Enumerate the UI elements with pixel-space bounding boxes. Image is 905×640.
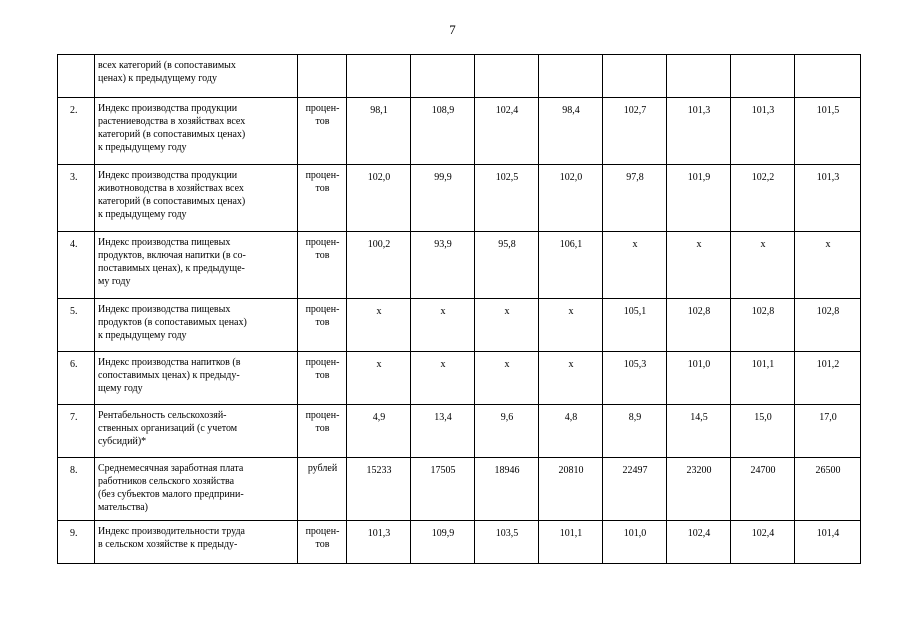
table-row xyxy=(58,98,861,165)
description-line: растениеводства в хозяйствах всех xyxy=(98,116,246,127)
value-cell: 102,8 xyxy=(667,299,731,352)
unit-line: процен- xyxy=(305,410,340,421)
description-line: мательства) xyxy=(98,502,148,513)
unit-line: процен- xyxy=(305,357,340,368)
value-cell: 8,9 xyxy=(603,405,667,458)
description-line: Индекс производства пищевых xyxy=(98,237,231,248)
value-cell: x xyxy=(475,299,539,352)
value-cell: 101,3 xyxy=(731,98,795,165)
unit-line: процен- xyxy=(305,304,340,315)
value-cell: x xyxy=(603,232,667,299)
description-line: ценах) к предыдущему году xyxy=(98,73,217,84)
indicator-description xyxy=(95,521,298,564)
description-line: категорий (в сопоставимых ценах) xyxy=(98,129,246,140)
row-number xyxy=(58,55,95,98)
unit-cell xyxy=(298,98,347,165)
value-cell: 13,4 xyxy=(411,405,475,458)
value-cell: 102,0 xyxy=(347,165,411,232)
value-cell: 17,0 xyxy=(795,405,861,458)
value-cell: 4,9 xyxy=(347,405,411,458)
value-cell: 102,8 xyxy=(731,299,795,352)
description-line: сопоставимых ценах) к предыду- xyxy=(98,370,240,381)
value-cell: 24700 xyxy=(731,458,795,521)
value-cell: 4,8 xyxy=(539,405,603,458)
row-number: 7. xyxy=(58,405,95,458)
unit-cell xyxy=(298,352,347,405)
table-row xyxy=(58,55,861,98)
table-row xyxy=(58,232,861,299)
value-cell: 102,5 xyxy=(475,165,539,232)
description-line: продуктов (в сопоставимых ценах) xyxy=(98,317,247,328)
description-line: продуктов, включая напитки (в со- xyxy=(98,250,246,261)
value-cell: x xyxy=(667,232,731,299)
value-cell: x xyxy=(347,352,411,405)
value-cell: 14,5 xyxy=(667,405,731,458)
table-row xyxy=(58,299,861,352)
value-cell: x xyxy=(475,352,539,405)
indicator-description xyxy=(95,165,298,232)
unit-line: тов xyxy=(315,250,330,261)
description-line: Рентабельность сельскохозяй- xyxy=(98,410,227,421)
value-cell: x xyxy=(731,232,795,299)
value-cell: 101,1 xyxy=(731,352,795,405)
row-number: 6. xyxy=(58,352,95,405)
value-cell xyxy=(795,55,861,98)
description-line: му году xyxy=(98,276,131,287)
description-line: к предыдущему году xyxy=(98,142,187,153)
table-row xyxy=(58,521,861,564)
unit-line: процен- xyxy=(305,103,340,114)
value-cell: x xyxy=(539,352,603,405)
description-line: категорий (в сопоставимых ценах) xyxy=(98,196,246,207)
row-number: 2. xyxy=(58,98,95,165)
value-cell: 103,5 xyxy=(475,521,539,564)
unit-line: тов xyxy=(315,116,330,127)
value-cell xyxy=(731,55,795,98)
value-cell: 98,1 xyxy=(347,98,411,165)
value-cell: 15,0 xyxy=(731,405,795,458)
value-cell: 101,3 xyxy=(667,98,731,165)
unit-cell xyxy=(298,165,347,232)
value-cell: x xyxy=(411,299,475,352)
value-cell xyxy=(411,55,475,98)
description-line: Среднемесячная заработная плата xyxy=(98,463,244,474)
value-cell xyxy=(475,55,539,98)
value-cell: x xyxy=(539,299,603,352)
value-cell: 101,0 xyxy=(603,521,667,564)
indicator-description xyxy=(95,352,298,405)
indicators-table xyxy=(57,54,861,564)
indicator-description xyxy=(95,232,298,299)
row-number: 5. xyxy=(58,299,95,352)
value-cell: 99,9 xyxy=(411,165,475,232)
value-cell: 102,7 xyxy=(603,98,667,165)
page-number: 7 xyxy=(449,22,456,37)
unit-line: тов xyxy=(315,183,330,194)
description-line: всех категорий (в сопоставимых xyxy=(98,60,236,71)
value-cell xyxy=(603,55,667,98)
value-cell: x xyxy=(795,232,861,299)
description-line: ственных организаций (с учетом xyxy=(98,423,238,434)
value-cell: 22497 xyxy=(603,458,667,521)
value-cell: x xyxy=(411,352,475,405)
unit-line: тов xyxy=(315,423,330,434)
value-cell: 101,4 xyxy=(795,521,861,564)
value-cell: 102,0 xyxy=(539,165,603,232)
value-cell: 100,2 xyxy=(347,232,411,299)
indicator-description xyxy=(95,55,298,98)
value-cell: 15233 xyxy=(347,458,411,521)
value-cell: 102,2 xyxy=(731,165,795,232)
table-row xyxy=(58,405,861,458)
row-number: 9. xyxy=(58,521,95,564)
unit-line: рублей xyxy=(307,463,338,474)
value-cell: 101,3 xyxy=(795,165,861,232)
value-cell: 101,0 xyxy=(667,352,731,405)
indicator-description xyxy=(95,299,298,352)
unit-cell xyxy=(298,458,347,521)
description-line: животноводства в хозяйствах всех xyxy=(98,183,244,194)
description-line: Индекс производства продукции xyxy=(98,103,238,114)
value-cell: 26500 xyxy=(795,458,861,521)
unit-line: процен- xyxy=(305,237,340,248)
description-line: Индекс производства продукции xyxy=(98,170,238,181)
description-line: щему году xyxy=(98,383,143,394)
row-number: 8. xyxy=(58,458,95,521)
value-cell: 108,9 xyxy=(411,98,475,165)
value-cell: 101,3 xyxy=(347,521,411,564)
value-cell: 9,6 xyxy=(475,405,539,458)
unit-cell xyxy=(298,521,347,564)
value-cell xyxy=(667,55,731,98)
value-cell: 102,4 xyxy=(731,521,795,564)
row-number: 3. xyxy=(58,165,95,232)
value-cell: 102,4 xyxy=(475,98,539,165)
unit-cell xyxy=(298,299,347,352)
table-row xyxy=(58,165,861,232)
unit-line: тов xyxy=(315,370,330,381)
value-cell: 102,8 xyxy=(795,299,861,352)
value-cell: 105,3 xyxy=(603,352,667,405)
description-line: Индекс производительности труда xyxy=(98,526,245,537)
value-cell: 101,1 xyxy=(539,521,603,564)
indicator-description xyxy=(95,405,298,458)
indicator-description xyxy=(95,458,298,521)
unit-line: тов xyxy=(315,539,330,550)
description-line: к предыдущему году xyxy=(98,330,187,341)
value-cell xyxy=(347,55,411,98)
unit-cell xyxy=(298,405,347,458)
value-cell: x xyxy=(347,299,411,352)
value-cell: 93,9 xyxy=(411,232,475,299)
unit-line: процен- xyxy=(305,526,340,537)
unit-line: тов xyxy=(315,317,330,328)
unit-cell xyxy=(298,232,347,299)
row-number: 4. xyxy=(58,232,95,299)
description-line: работников сельского хозяйства xyxy=(98,476,235,487)
value-cell xyxy=(539,55,603,98)
value-cell: 101,9 xyxy=(667,165,731,232)
value-cell: 109,9 xyxy=(411,521,475,564)
description-line: (без субъектов малого предприни- xyxy=(98,489,244,500)
value-cell: 23200 xyxy=(667,458,731,521)
value-cell: 105,1 xyxy=(603,299,667,352)
value-cell: 20810 xyxy=(539,458,603,521)
value-cell: 95,8 xyxy=(475,232,539,299)
table-row xyxy=(58,352,861,405)
description-line: поставимых ценах), к предыдуще- xyxy=(98,263,245,274)
value-cell: 101,2 xyxy=(795,352,861,405)
value-cell: 97,8 xyxy=(603,165,667,232)
table-row xyxy=(58,458,861,521)
unit-line: процен- xyxy=(305,170,340,181)
value-cell: 106,1 xyxy=(539,232,603,299)
description-line: к предыдущему году xyxy=(98,209,187,220)
description-line: Индекс производства напитков (в xyxy=(98,357,241,368)
value-cell: 18946 xyxy=(475,458,539,521)
description-line: субсидий)* xyxy=(98,436,147,447)
description-line: в сельском хозяйстве к предыду- xyxy=(98,539,238,550)
value-cell: 101,5 xyxy=(795,98,861,165)
value-cell: 98,4 xyxy=(539,98,603,165)
value-cell: 17505 xyxy=(411,458,475,521)
value-cell: 102,4 xyxy=(667,521,731,564)
description-line: Индекс производства пищевых xyxy=(98,304,231,315)
unit-cell xyxy=(298,55,347,98)
indicator-description xyxy=(95,98,298,165)
